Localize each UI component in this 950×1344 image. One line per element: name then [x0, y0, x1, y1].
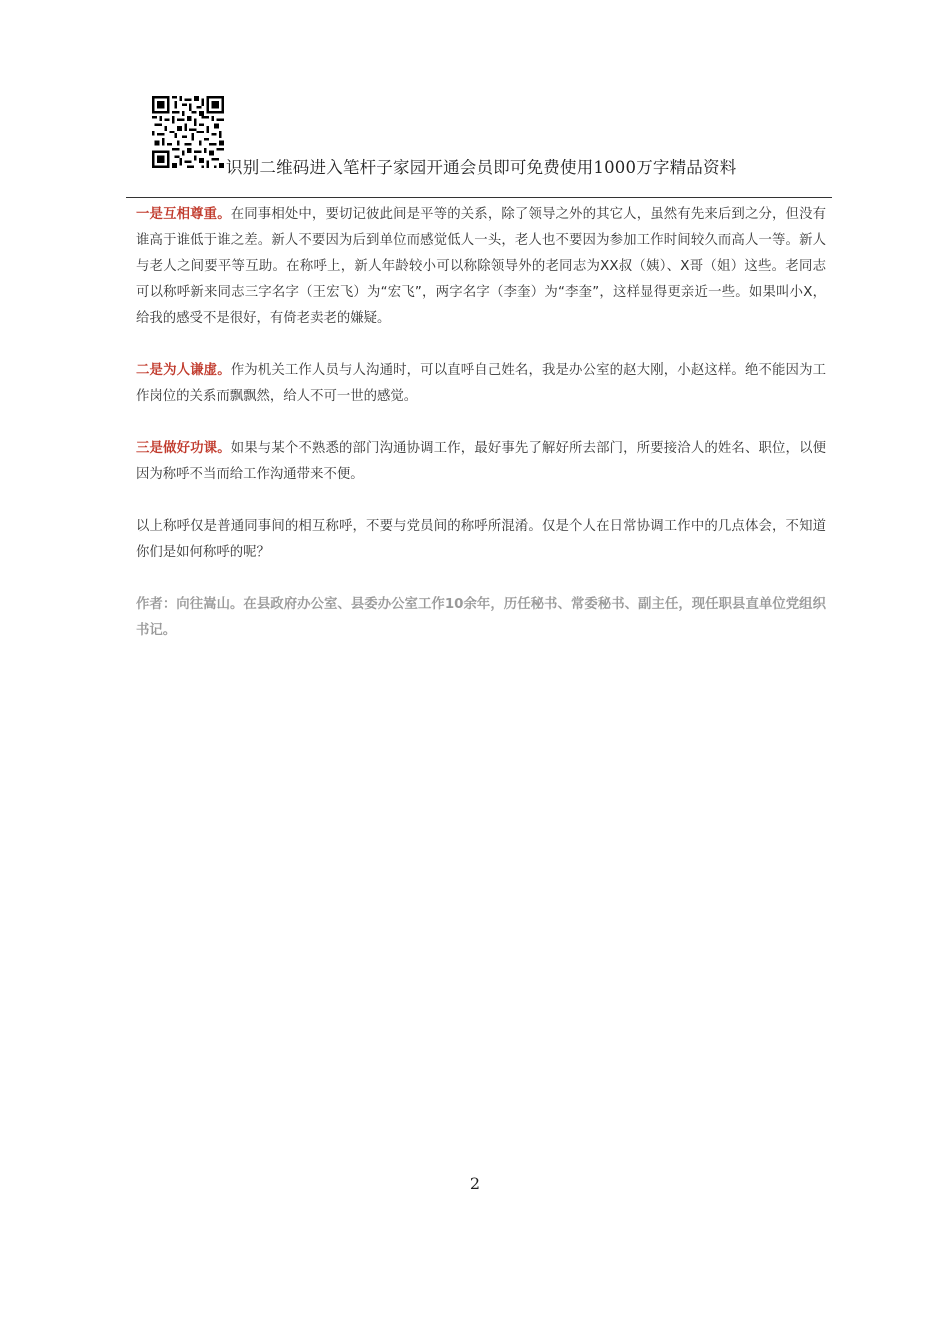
paragraph-text: 在同事相处中，要切记彼此间是平等的关系，除了领导之外的其它人，虽然有先来后到之分，但没有谁高于谁低于谁之差。新人不要因为后到单位而感觉低人一头，老人也不要因为参加工作时间较久而高人一等。新人与老人之间要平等互助。在称呼上，新人年龄较小可以称除领导外的老同志为XX叔（姨）、X哥（姐）这些。老同志可以称呼新来同志三字名字（王宏飞）为“宏飞”，两字名字（李奎）为“李奎”，这样显得更亲近一些。如果叫小X，给我的感受不是很好，有倚老卖老的嫌疑。 — [136, 207, 827, 326]
paragraph-mutual-respect — [136, 202, 826, 332]
paragraph-conclusion — [136, 514, 826, 566]
paragraph-text: 如果与某个不熟悉的部门沟通协调工作，最好事先了解好所去部门，所要接洽人的姓名、职位，以便因为称呼不当而给工作沟通带来不便。 — [136, 441, 827, 482]
author-note: 作者：向往嵩山。在县政府办公室、县委办公室工作10余年，历任秘书、常委秘书、副主任，现任职县直单位党组织书记。 — [136, 597, 826, 638]
paragraph-lead: 二是为人谦虚。 — [136, 363, 231, 378]
qr-code-icon[interactable] — [152, 96, 224, 168]
paragraph-text: 以上称呼仅是普通同事间的相互称呼，不要与党员间的称呼所混淆。仅是个人在日常协调工作中的几点体会，不知道你们是如何称呼的呢？ — [136, 519, 826, 560]
paragraph-text: 作为机关工作人员与人沟通时，可以直呼自己姓名，我是办公室的赵大刚，小赵这样。绝不能因为工作岗位的关系而飘飘然，给人不可一世的感觉。 — [136, 363, 827, 404]
paragraph-lead: 三是做好功课。 — [136, 441, 231, 456]
page-header — [152, 96, 832, 176]
paragraph-lead: 一是互相尊重。 — [136, 207, 231, 222]
header-promo-text: 识别二维码进入笔杆子家园开通会员即可免费使用1000万字精品资料 — [226, 158, 737, 177]
article-body — [136, 202, 826, 644]
paragraph-homework — [136, 436, 826, 488]
page-number: 2 — [469, 1174, 481, 1193]
header-divider — [126, 197, 832, 198]
paragraph-be-humble — [136, 358, 826, 410]
